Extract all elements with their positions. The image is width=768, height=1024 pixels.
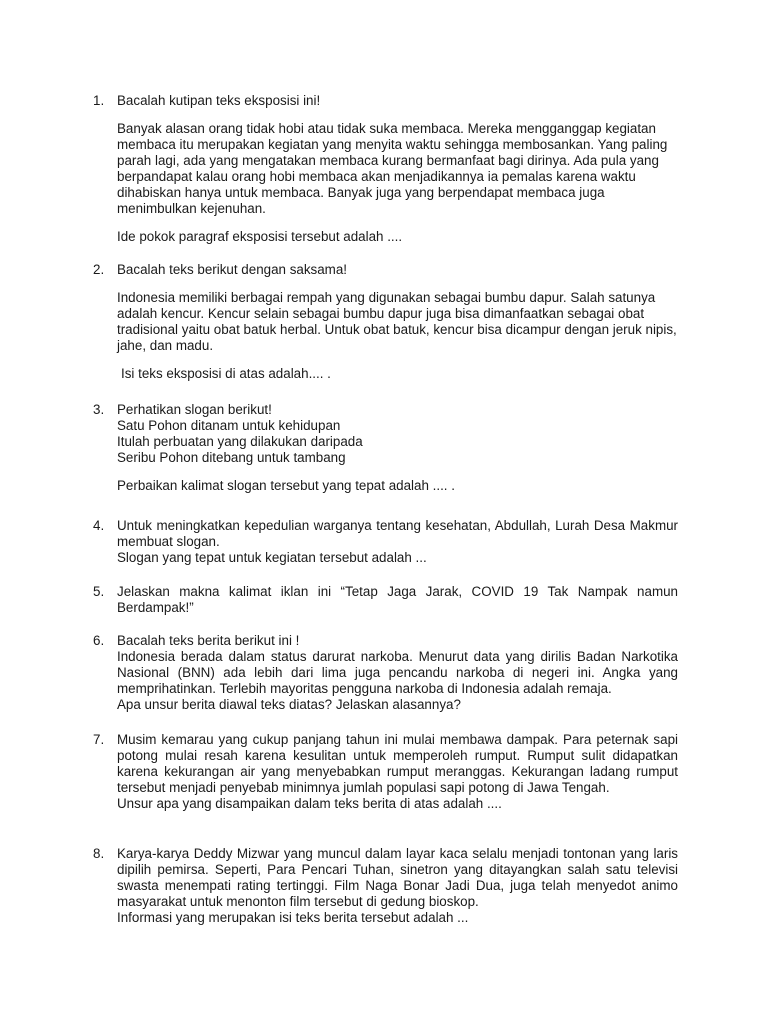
slogan-line: Seribu Pohon ditebang untuk tambang <box>117 450 346 465</box>
question-number: 3. <box>93 402 105 417</box>
slogan-block <box>117 402 678 466</box>
news-text: Karya-karya Deddy Mizwar yang muncul dalam layar kaca selalu menjadi tontonan yang laris dipilih pemirsa. Seperti, Para Pencari Tuhan, sinetron yang ditayangkan salah satu televisi swasta menempati rating tertinggi. Film Naga Bonar Jadi Dua, juga telah menyedot animo masyarakat untuk menonton film tersebut di gedung bioskop. <box>117 846 678 909</box>
question-text: Informasi yang merupakan isi teks berita tersebut adalah ... <box>117 910 469 925</box>
slogan-line: Satu Pohon ditanam untuk kehidupan <box>117 418 341 433</box>
question-number: 8. <box>93 846 105 861</box>
question-4 <box>93 518 678 566</box>
question-3 <box>93 402 678 494</box>
question-5 <box>93 584 678 616</box>
question-prompt: Bacalah teks berikut dengan saksama! <box>117 262 348 277</box>
question-1 <box>93 93 678 245</box>
news-text: Indonesia berada dalam status darurat narkoba. Menurut data yang dirilis Badan Narkotika Nasional (BNN) ada lebih dari lima juga pencandu narkoba di negeri ini. Angka yang memprihatinkan. Terlebih mayoritas pengguna narkoba di Indonesia adalah remaja. <box>117 649 678 696</box>
question-text: Jelaskan makna kalimat iklan ini “Tetap Jaga Jarak, COVID 19 Tak Nampak namun Berdampak!” <box>117 584 678 615</box>
question-number: 7. <box>93 732 105 747</box>
question-text: Isi teks eksposisi di atas adalah.... . <box>121 366 331 381</box>
question-text: Perbaikan kalimat slogan tersebut yang tepat adalah .... . <box>117 478 455 493</box>
question-number: 5. <box>93 584 105 599</box>
slogan-line: Itulah perbuatan yang dilakukan daripada <box>117 434 363 449</box>
passage-text: Banyak alasan orang tidak hobi atau tidak suka membaca. Mereka mengganggap kegiatan membaca itu merupakan kegiatan yang menyita waktu sehingga membosankan. Yang paling parah lagi, ada yang mengatakan membaca kurang bermanfaat bagi dirinya. Ada pula yang berpandapat kalau orang hobi membaca akan menjadikannya ia pemalas karena waktu dihabiskan hanya untuk membaca. Banyak juga yang berpendapat membaca juga menimbulkan kejenuhan. <box>117 121 668 216</box>
passage-text: Untuk meningkatkan kepedulian warganya tentang kesehatan, Abdullah, Lurah Desa Makmur membuat slogan. <box>117 518 678 549</box>
passage-text: Indonesia memiliki berbagai rempah yang digunakan sebagai bumbu dapur. Salah satunya adalah kencur. Kencur selain sebagai bumbu dapur juga bisa dimanfaatkan sebagai obat tradisional yaitu obat batuk herbal. Untuk obat batuk, kencur bisa dicampur dengan jeruk nipis, jahe, dan madu. <box>117 290 677 353</box>
question-8 <box>93 846 678 926</box>
question-text: Unsur apa yang disampaikan dalam teks berita di atas adalah .... <box>117 796 502 811</box>
question-number: 1. <box>93 93 105 108</box>
question-number: 4. <box>93 518 105 533</box>
question-number: 2. <box>93 262 105 277</box>
question-prompt: Bacalah teks berita berikut ini ! <box>117 633 300 648</box>
question-text: Slogan yang tepat untuk kegiatan tersebut adalah ... <box>117 550 427 565</box>
question-7 <box>93 732 678 812</box>
question-6 <box>93 633 678 713</box>
question-text: Ide pokok paragraf eksposisi tersebut adalah .... <box>117 229 403 244</box>
question-2 <box>93 262 678 382</box>
question-prompt: Perhatikan slogan berikut! <box>117 402 272 417</box>
question-number: 6. <box>93 633 105 648</box>
news-text: Musim kemarau yang cukup panjang tahun ini mulai membawa dampak. Para peternak sapi potong mulai resah karena kesulitan untuk memperoleh rumput. Rumput sulit didapatkan karena kekurangan air yang menyebabkan rumput meranggas. Kekurangan ladang rumput tersebut menjadi penyebab minimnya jumlah populasi sapi potong di Jawa Tengah. <box>117 732 678 795</box>
question-text: Apa unsur berita diawal teks diatas? Jelaskan alasannya? <box>117 697 461 712</box>
question-prompt: Bacalah kutipan teks eksposisi ini! <box>117 93 321 108</box>
